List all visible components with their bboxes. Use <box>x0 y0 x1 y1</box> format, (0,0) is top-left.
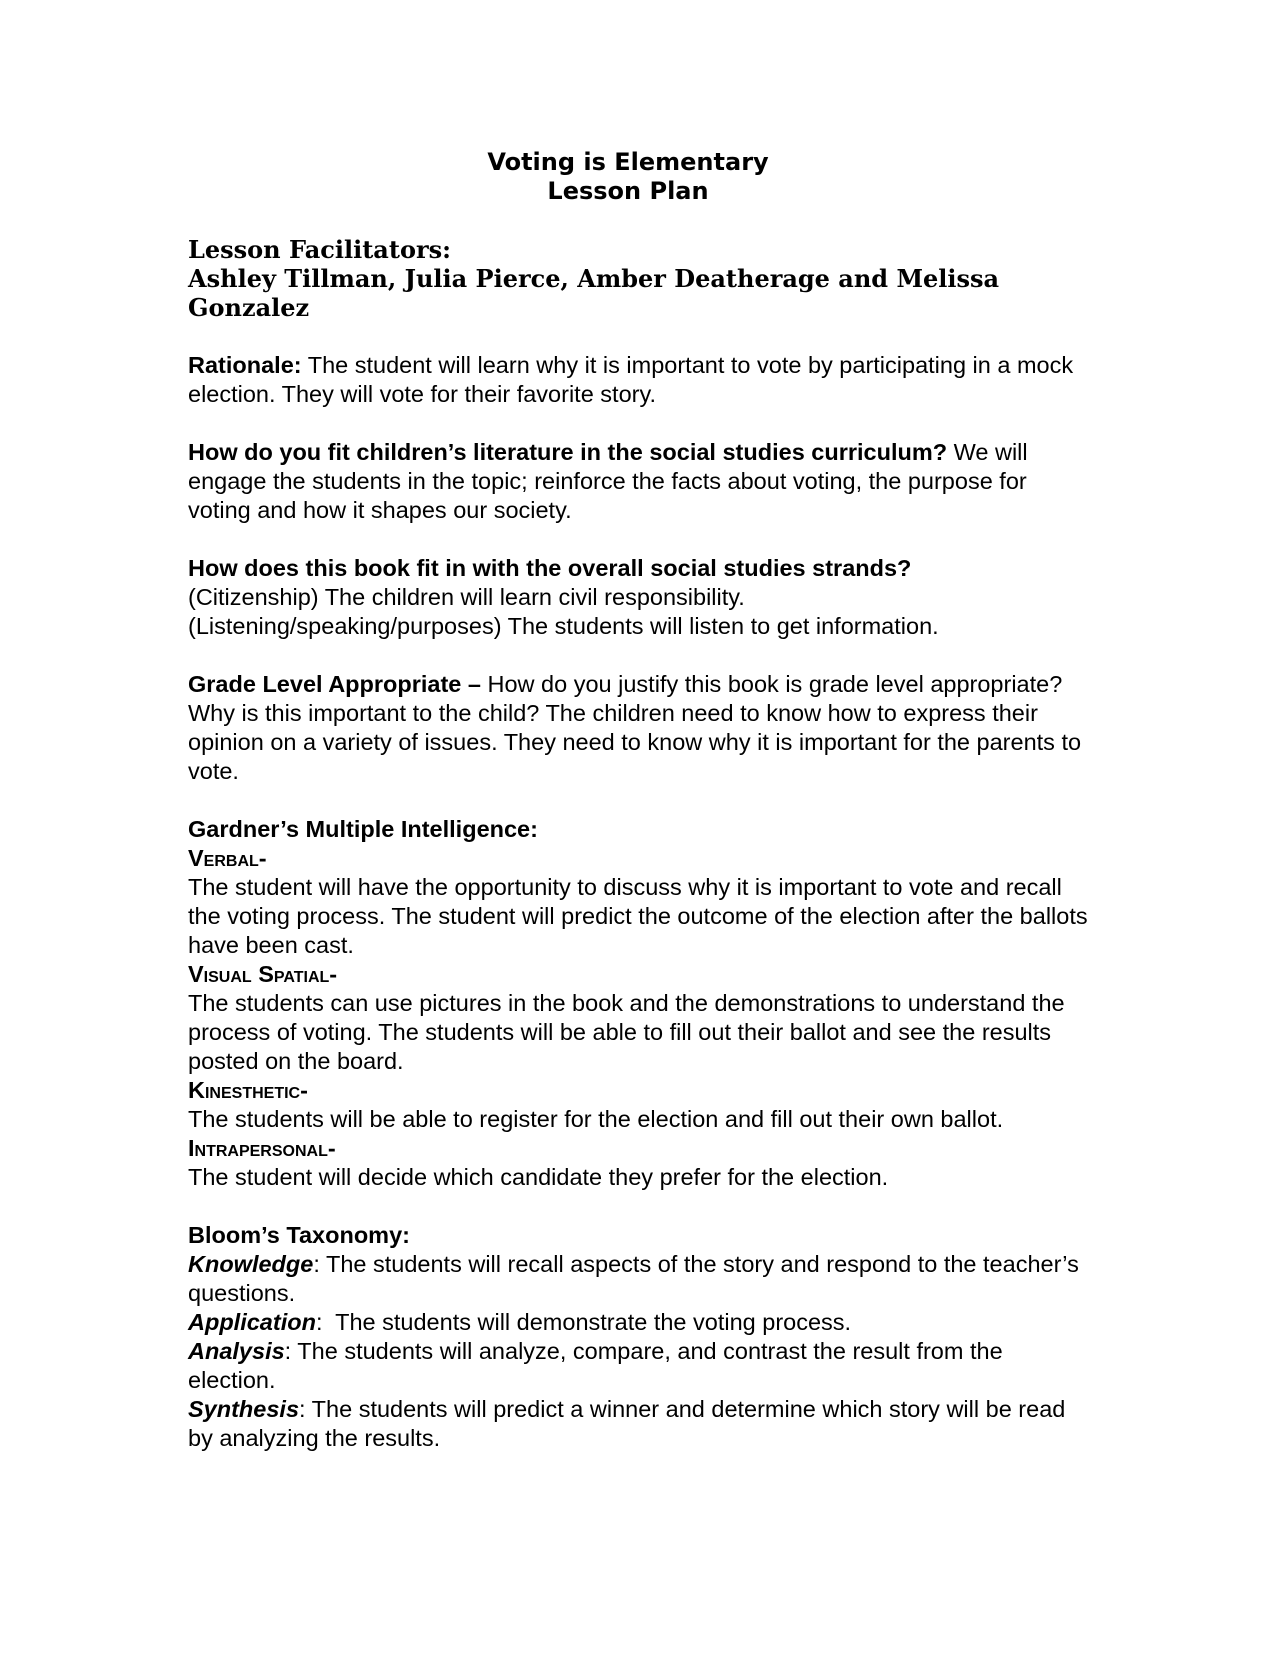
rationale-text: The student will learn why it is important to vote by participating in a mock election. They will vote for their favorite story. <box>188 352 1074 407</box>
bloom-section <box>188 1221 1088 1453</box>
document-page <box>188 148 1088 1453</box>
gardner-visual-heading: Visual Spatial- <box>188 961 338 987</box>
bloom-analysis <box>188 1337 1088 1395</box>
gardner-intrapersonal-text: The student will decide which candidate they prefer for the election. <box>188 1164 889 1190</box>
strands-line-2: (Listening/speaking/purposes) The students will listen to get information. <box>188 613 939 639</box>
grade-level-label: Grade Level Appropriate – <box>188 671 481 697</box>
bloom-analysis-term: Analysis <box>188 1338 285 1364</box>
facilitators-label: Lesson Facilitators: <box>188 235 451 264</box>
strands-section <box>188 554 1088 641</box>
grade-level-text: How do you justify this book is grade level appropriate? Why is this important to the child? The children need to know how to express their opinion on a variety of issues. They need to know why it is important for the parents to vote. <box>188 671 1082 784</box>
gardner-verbal-heading: Verbal- <box>188 845 267 871</box>
bloom-knowledge <box>188 1250 1088 1308</box>
bloom-synthesis-text: : The students will predict a winner and determine which story will be read by analyzing the results. <box>188 1396 1066 1451</box>
strands-line-1: (Citizenship) The children will learn civil responsibility. <box>188 584 745 610</box>
gardner-verbal-text: The student will have the opportunity to discuss why it is important to vote and recall the voting process. The student will predict the outcome of the election after the ballots have been cast. <box>188 874 1088 958</box>
gardner-label: Gardner’s Multiple Intelligence: <box>188 816 538 842</box>
facilitators-names: Ashley Tillman, Julia Pierce, Amber Deatherage and Melissa Gonzalez <box>188 264 1000 322</box>
literature-label: How do you fit children’s literature in the social studies curriculum? <box>188 439 948 465</box>
literature-text: We will engage the students in the topic; reinforce the facts about voting, the purpose for voting and how it shapes our society. <box>188 439 1028 523</box>
bloom-application <box>188 1308 1088 1337</box>
gardner-visual-text: The students can use pictures in the book and the demonstrations to understand the process of voting. The students will be able to fill out their ballot and see the results posted on the board. <box>188 990 1065 1074</box>
bloom-synthesis-term: Synthesis <box>188 1396 300 1422</box>
gardner-kinesthetic-heading: Kinesthetic- <box>188 1077 308 1103</box>
literature-paragraph <box>188 438 1088 525</box>
bloom-synthesis <box>188 1395 1088 1453</box>
bloom-knowledge-text: : The students will recall aspects of the story and respond to the teacher’s questions. <box>188 1251 1079 1306</box>
bloom-analysis-text: : The students will analyze, compare, and contrast the result from the election. <box>188 1338 1003 1393</box>
title-line-1: Voting is Elementary <box>487 148 769 176</box>
gardner-section <box>188 815 1088 1192</box>
bloom-application-text: : The students will demonstrate the voting process. <box>315 1309 852 1335</box>
strands-label: How does this book fit in with the overall social studies strands? <box>188 555 912 581</box>
rationale-paragraph <box>188 351 1088 409</box>
gardner-intrapersonal-heading: Intrapersonal- <box>188 1135 336 1161</box>
document-title <box>178 148 1078 206</box>
bloom-label: Bloom’s Taxonomy: <box>188 1222 410 1248</box>
bloom-application-term: Application <box>188 1309 316 1335</box>
gardner-kinesthetic-text: The students will be able to register for the election and fill out their own ballot. <box>188 1106 1004 1132</box>
bloom-knowledge-term: Knowledge <box>188 1251 314 1277</box>
grade-level-paragraph <box>188 670 1088 786</box>
title-line-2: Lesson Plan <box>547 177 709 205</box>
facilitators-block <box>188 235 1088 322</box>
rationale-label: Rationale: <box>188 352 302 378</box>
